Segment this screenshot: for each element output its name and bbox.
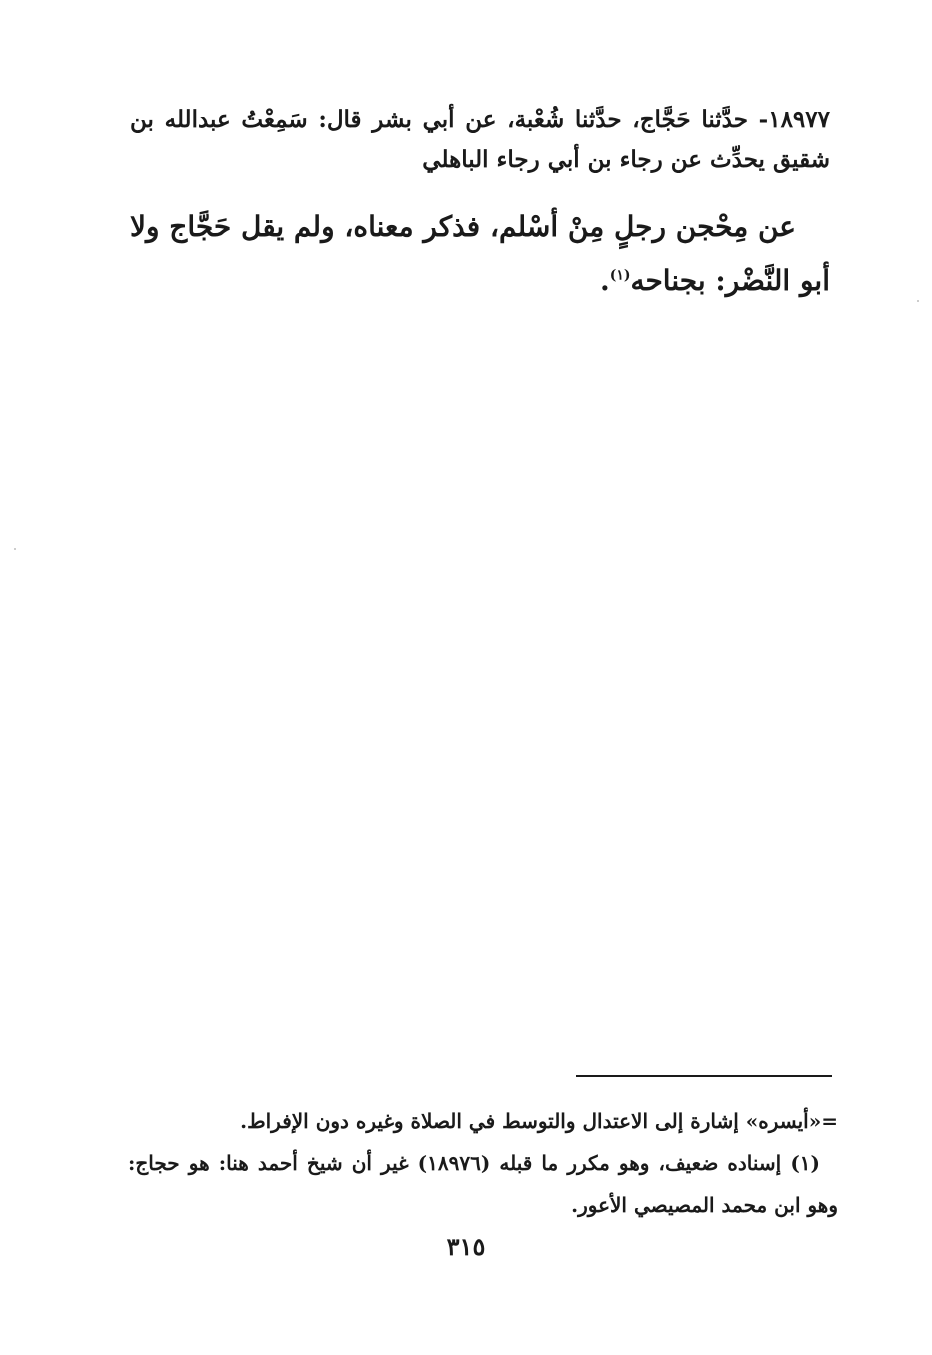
- page-number: ٣١٥: [446, 1232, 486, 1261]
- footnote-continuation: =«أيسره» إشارة إلى الاعتدال والتوسط في الصلاة وغيره دون الإفراط.: [240, 1109, 838, 1133]
- sentence-end: .: [599, 264, 610, 297]
- footnotes: [128, 1100, 838, 1226]
- scan-speck: [14, 548, 16, 550]
- footnote-reference[interactable]: (١): [609, 267, 631, 284]
- hadith-isnad: [130, 100, 830, 180]
- hadith-matn: [130, 200, 830, 308]
- footnote-1: (١) إسناده ضعيف، وهو مكرر ما قبله (١٨٩٧٦) غير أن شيخ أحمد هنا: هو حجاج: وهو ابن محمد المصيصي الأعور.: [128, 1151, 838, 1217]
- footnote-separator: [576, 1075, 832, 1077]
- hadith-isnad-text: ١٨٩٧٧- حدَّثنا حَجَّاج، حدَّثنا شُعْبة، عن أبي بشر قال: سَمِعْتُ عبدالله بن شقيق يحدِّث عن رجاء بن أبي رجاء الباهلي: [130, 106, 830, 173]
- scan-speck: [917, 300, 919, 302]
- hadith-matn-text: عن مِحْجن رجلٍ مِنْ أسْلم، فذكر معناه، ولم يقل حَجَّاج ولا أبو النَّضْر: بجناحه: [130, 210, 830, 297]
